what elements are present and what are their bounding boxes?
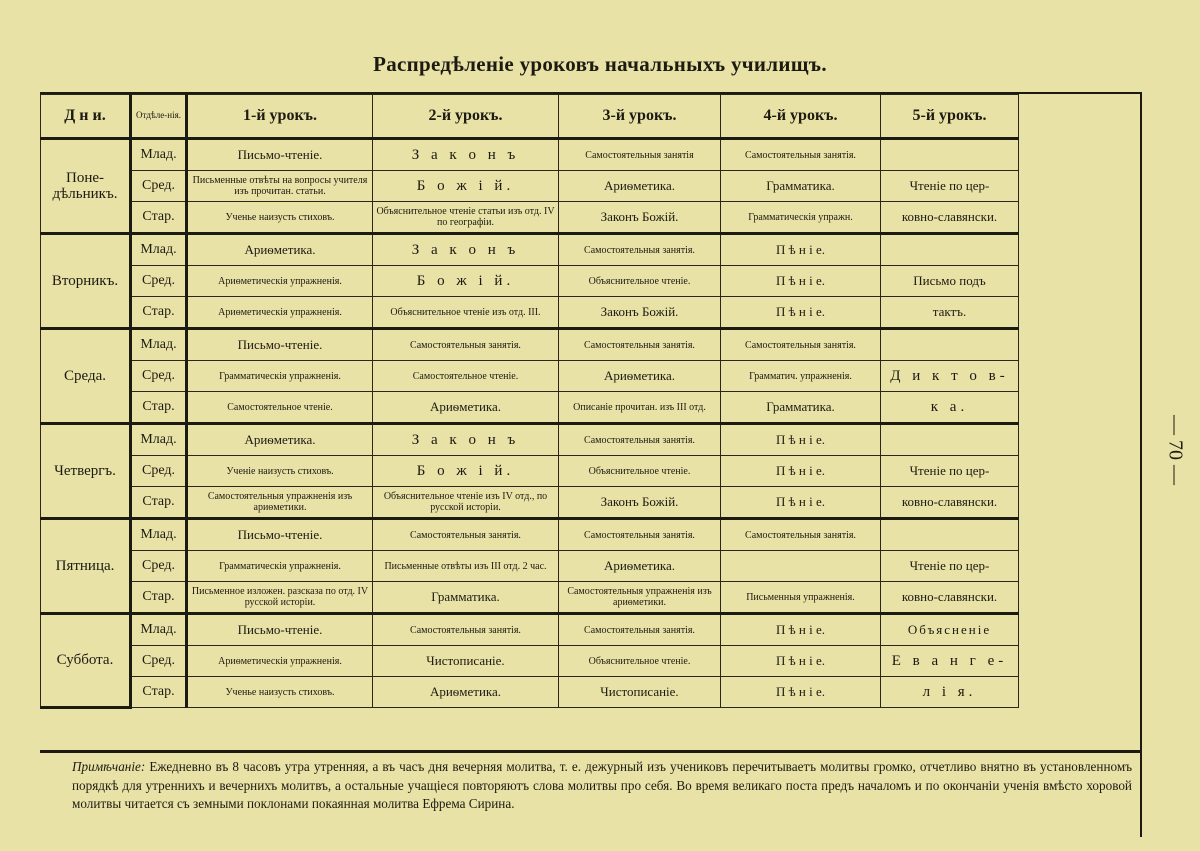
lesson-cell: ковно-славянски. (881, 582, 1019, 614)
dept-cell: Млад. (131, 234, 187, 266)
lesson-cell: Самостоятельныя занятія. (721, 519, 881, 551)
dept-cell: Стар. (131, 297, 187, 329)
dept-cell: Млад. (131, 329, 187, 361)
lesson-cell: Самостоятельныя упражненія изъ ариѳметики. (187, 487, 373, 519)
lesson-cell: Ариѳметическія упражненія. (187, 297, 373, 329)
lesson-cell: Чистописаніе. (373, 646, 559, 677)
lesson-cell: Ученіе наизусть стиховъ. (187, 456, 373, 487)
dept-cell: Сред. (131, 551, 187, 582)
dept-cell: Млад. (131, 519, 187, 551)
lesson-cell: Письменныя упражненія. (721, 582, 881, 614)
lesson-cell: Самостоятельныя занятія. (559, 424, 721, 456)
lesson-cell: П ѣ н і е. (721, 614, 881, 646)
lesson-cell: Ариѳметика. (373, 677, 559, 708)
lesson-cell: Объяснительное чтеніе изъ IV отд., по русской исторіи. (373, 487, 559, 519)
lesson-cell: Письмо подъ (881, 266, 1019, 297)
lesson-cell: Грамматическія упражненія. (187, 361, 373, 392)
header-lesson4: 4-й урокъ. (721, 95, 881, 139)
lesson-cell (881, 139, 1019, 171)
lesson-cell: Письменные отвѣты на вопросы учителя изъ прочитан. статьи. (187, 171, 373, 202)
table-frame-right (1140, 92, 1142, 837)
lesson-cell: Законъ Божій. (559, 202, 721, 234)
lesson-cell: Объяснительное чтеніе. (559, 456, 721, 487)
lesson-cell: Ариѳметика. (559, 361, 721, 392)
schedule-table (40, 94, 1019, 709)
lesson-cell: П ѣ н і е. (721, 266, 881, 297)
lesson-cell: Чистописаніе. (559, 677, 721, 708)
day-cell: Четвергъ. (41, 424, 131, 519)
table-row (41, 487, 1019, 519)
lesson-cell: Ученье наизусть стиховъ. (187, 202, 373, 234)
lesson-cell (881, 424, 1019, 456)
lesson-cell: Д и к т о в- (881, 361, 1019, 392)
dept-cell: Млад. (131, 424, 187, 456)
lesson-cell: П ѣ н і е. (721, 234, 881, 266)
table-row (41, 139, 1019, 171)
lesson-cell: Объяснительное чтеніе статьи изъ отд. IV по географіи. (373, 202, 559, 234)
lesson-cell: Законъ Божій. (559, 487, 721, 519)
dept-cell: Стар. (131, 677, 187, 708)
lesson-cell: Самостоятельныя занятія. (721, 329, 881, 361)
lesson-cell: Грамматика. (721, 392, 881, 424)
table-row (41, 329, 1019, 361)
day-cell: Пятница. (41, 519, 131, 614)
day-cell: Суббота. (41, 614, 131, 708)
lesson-cell: Объяснительное чтеніе. (559, 646, 721, 677)
lesson-cell: Ариѳметика. (187, 234, 373, 266)
header-lesson2: 2-й урокъ. (373, 95, 559, 139)
lesson-cell: Самостоятельныя занятія. (373, 614, 559, 646)
footnote-label: Примѣчаніе: (72, 759, 146, 774)
lesson-cell: Грамматика. (373, 582, 559, 614)
lesson-cell: тактъ. (881, 297, 1019, 329)
day-cell: Поне-дѣльникъ. (41, 139, 131, 234)
lesson-cell: к а. (881, 392, 1019, 424)
lesson-cell: Чтеніе по цер- (881, 171, 1019, 202)
lesson-cell (881, 234, 1019, 266)
footnote-text: Ежедневно въ 8 часовъ утра утренняя, а въ часъ дня вечерняя молитва, т. е. дежурный изъ учениковъ перечитываетъ молитвы громко, отчетливо внятно въ установленномъ порядкѣ для утреннихъ и вечернихъ молитвъ, а остальные учащіеся повторяютъ слова молитвы про себя. Во время великаго поста предъ началомъ и по окончаніи ученія вмѣсто хоровой молитвы читается съ земными поклонами покаянная молитва Ефрема Сирина. (72, 759, 1133, 811)
lesson-cell: П ѣ н і е. (721, 456, 881, 487)
lesson-cell: Чтеніе по цер- (881, 456, 1019, 487)
lesson-cell: Чтеніе по цер- (881, 551, 1019, 582)
table-row (41, 551, 1019, 582)
lesson-cell: З а к о н ъ (373, 424, 559, 456)
lesson-cell: ковно-славянски. (881, 487, 1019, 519)
table-row (41, 456, 1019, 487)
lesson-cell: Законъ Божій. (559, 297, 721, 329)
header-lesson1: 1-й урокъ. (187, 95, 373, 139)
table-row (41, 361, 1019, 392)
table-row (41, 424, 1019, 456)
dept-cell: Сред. (131, 361, 187, 392)
lesson-cell: Грамматика. (721, 171, 881, 202)
lesson-cell: П ѣ н і е. (721, 677, 881, 708)
lesson-cell: Е в а н г е- (881, 646, 1019, 677)
lesson-cell: Ариѳметическія упражненія. (187, 646, 373, 677)
lesson-cell: Б о ж і й. (373, 171, 559, 202)
table-row (41, 392, 1019, 424)
lesson-cell: Ученье наизусть стиховъ. (187, 677, 373, 708)
lesson-cell: Ариѳметика. (373, 392, 559, 424)
dept-cell: Млад. (131, 614, 187, 646)
lesson-cell: Самостоятельныя занятія. (559, 329, 721, 361)
lesson-cell: Самостоятельное чтеніе. (187, 392, 373, 424)
header-dept: Отдѣле-нія. (131, 95, 187, 139)
lesson-cell: П ѣ н і е. (721, 487, 881, 519)
lesson-cell: Ариѳметика. (559, 551, 721, 582)
dept-cell: Млад. (131, 139, 187, 171)
lesson-cell: Объяснительное чтеніе. (559, 266, 721, 297)
lesson-cell: Письмо-чтеніе. (187, 139, 373, 171)
dept-cell: Сред. (131, 171, 187, 202)
lesson-cell: Самостоятельныя занятія. (721, 139, 881, 171)
lesson-cell: П ѣ н і е. (721, 297, 881, 329)
lesson-cell: Самостоятельныя занятія. (373, 329, 559, 361)
dept-cell: Стар. (131, 582, 187, 614)
lesson-cell (881, 329, 1019, 361)
header-lesson5: 5-й урокъ. (881, 95, 1019, 139)
lesson-cell: Самостоятельныя занятія. (373, 519, 559, 551)
lesson-cell: Письмо-чтеніе. (187, 329, 373, 361)
footnote (72, 758, 1132, 814)
lesson-cell (881, 519, 1019, 551)
lesson-cell: Объяснительное чтеніе изъ отд. III. (373, 297, 559, 329)
lesson-cell: Письмо-чтеніе. (187, 614, 373, 646)
lesson-cell: Самостоятельныя занятія. (559, 519, 721, 551)
table-row (41, 677, 1019, 708)
lesson-cell: Ариѳметика. (187, 424, 373, 456)
dept-cell: Стар. (131, 487, 187, 519)
lesson-cell: Объясненіе (881, 614, 1019, 646)
page-title: Распредѣленіе уроковъ начальныхъ училищъ. (373, 52, 827, 76)
lesson-cell: Самостоятельныя упражненія изъ ариѳметики. (559, 582, 721, 614)
lesson-cell: Ариѳметика. (559, 171, 721, 202)
table-row (41, 582, 1019, 614)
table-row (41, 614, 1019, 646)
lesson-cell: Письменное изложен. разсказа по отд. IV русской исторіи. (187, 582, 373, 614)
lesson-cell: Грамматическія упражн. (721, 202, 881, 234)
lesson-cell: З а к о н ъ (373, 139, 559, 171)
lesson-cell: Б о ж і й. (373, 456, 559, 487)
header-days: Д н и. (41, 95, 131, 139)
lesson-cell: Ариѳметическія упражненія. (187, 266, 373, 297)
dept-cell: Сред. (131, 456, 187, 487)
dept-cell: Стар. (131, 392, 187, 424)
lesson-cell: Самостоятельныя занятія (559, 139, 721, 171)
dept-cell: Сред. (131, 266, 187, 297)
lesson-cell: Письменные отвѣты изъ III отд. 2 час. (373, 551, 559, 582)
table-row (41, 297, 1019, 329)
header-row (41, 95, 1019, 139)
lesson-cell: Самостоятельное чтеніе. (373, 361, 559, 392)
lesson-cell: Описаніе прочитан. изъ III отд. (559, 392, 721, 424)
note-divider (40, 750, 1142, 753)
lesson-cell (721, 551, 881, 582)
dept-cell: Стар. (131, 202, 187, 234)
dept-cell: Сред. (131, 646, 187, 677)
lesson-cell: З а к о н ъ (373, 234, 559, 266)
lesson-cell: Грамматич. упражненія. (721, 361, 881, 392)
table-row (41, 646, 1019, 677)
table-row (41, 171, 1019, 202)
lesson-cell: П ѣ н і е. (721, 646, 881, 677)
table-row (41, 202, 1019, 234)
day-cell: Среда. (41, 329, 131, 424)
lesson-cell: Самостоятельныя занятія. (559, 234, 721, 266)
lesson-cell: Грамматическія упражненія. (187, 551, 373, 582)
table-row (41, 234, 1019, 266)
lesson-cell: Б о ж і й. (373, 266, 559, 297)
table-row (41, 519, 1019, 551)
lesson-cell: П ѣ н і е. (721, 424, 881, 456)
day-cell: Вторникъ. (41, 234, 131, 329)
lesson-cell: л і я. (881, 677, 1019, 708)
page-number: — 70 — (1164, 415, 1187, 485)
lesson-cell: Письмо-чтеніе. (187, 519, 373, 551)
lesson-cell: ковно-славянски. (881, 202, 1019, 234)
table-row (41, 266, 1019, 297)
lesson-cell: Самостоятельныя занятія. (559, 614, 721, 646)
header-lesson3: 3-й урокъ. (559, 95, 721, 139)
